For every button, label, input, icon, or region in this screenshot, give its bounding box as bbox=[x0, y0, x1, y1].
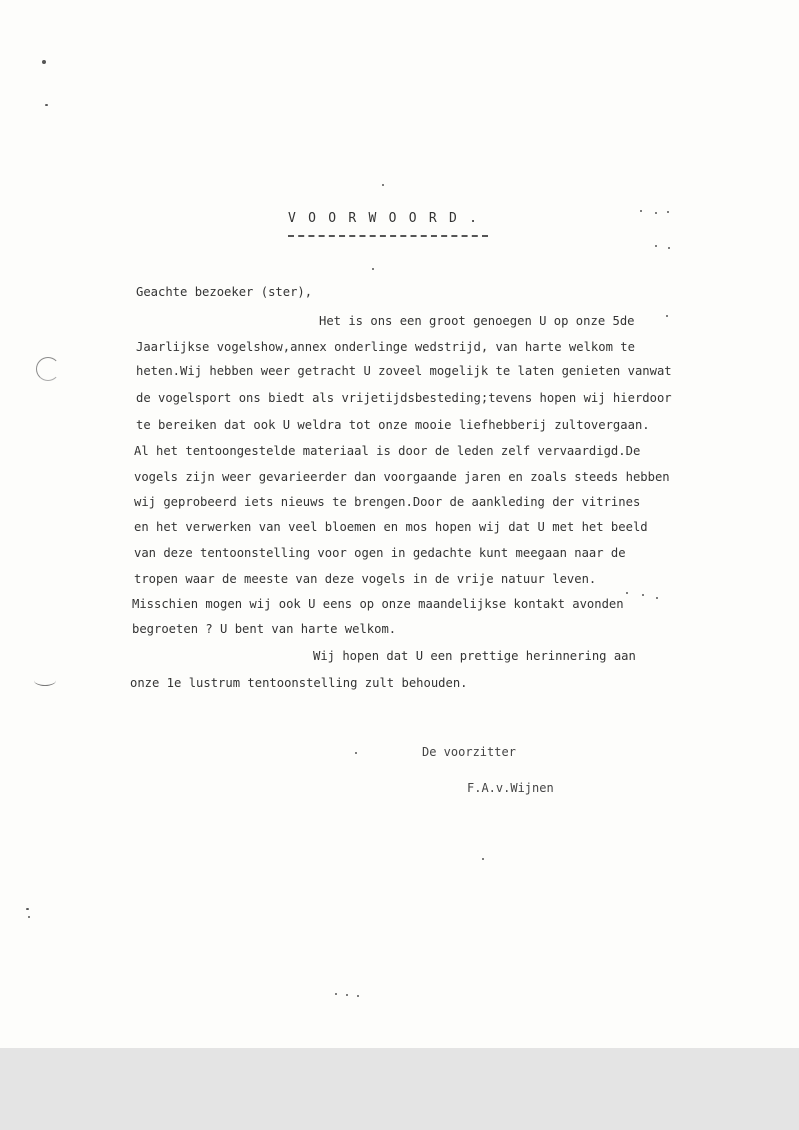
speck bbox=[642, 594, 644, 596]
speck bbox=[666, 315, 668, 317]
title-underline bbox=[288, 235, 488, 237]
speck bbox=[42, 60, 46, 64]
speck bbox=[482, 858, 484, 860]
body-line-3: heten.Wij hebben weer getracht U zoveel mogelijk te laten genieten vanwat bbox=[136, 364, 672, 378]
body-line-6: Al het tentoongestelde materiaal is door de leden zelf vervaardigd.De bbox=[134, 444, 641, 458]
speck bbox=[355, 752, 357, 754]
speck bbox=[656, 597, 658, 599]
speck bbox=[357, 995, 359, 997]
speck bbox=[372, 268, 374, 270]
speck bbox=[667, 211, 669, 213]
speck bbox=[382, 184, 384, 186]
body-line-10: van deze tentoonstelling voor ogen in gedachte kunt meegaan naar de bbox=[134, 546, 626, 560]
speck bbox=[28, 916, 30, 918]
body-line-7: vogels zijn weer gevarieerder dan voorgaande jaren en zoals steeds hebben bbox=[134, 470, 670, 484]
body-line-13: begroeten ? U bent van harte welkom. bbox=[132, 622, 397, 636]
body-line-4: de vogelsport ons biedt als vrijetijdsbesteding;tevens hopen wij hierdoor bbox=[136, 391, 672, 405]
signature-name: F.A.v.Wijnen bbox=[467, 781, 554, 795]
speck bbox=[640, 210, 642, 212]
speck bbox=[626, 592, 628, 594]
body-line-8: wij geprobeerd iets nieuws te brengen.Door de aankleding der vitrines bbox=[134, 495, 641, 509]
body-line-15: onze 1e lustrum tentoonstelling zult behouden. bbox=[130, 676, 468, 690]
body-line-12: Misschien mogen wij ook U eens op onze maandelijkse kontakt avonden bbox=[132, 597, 624, 611]
body-line-5: te bereiken dat ook U weldra tot onze mooie liefhebberij zultovergaan. bbox=[136, 418, 650, 432]
speck bbox=[45, 104, 48, 106]
punch-hole-mark-bottom bbox=[34, 675, 56, 686]
speck bbox=[26, 908, 29, 910]
body-line-2: Jaarlijkse vogelshow,annex onderlinge wedstrijd, van harte welkom te bbox=[136, 340, 635, 354]
document-title: VOORWOORD. bbox=[288, 211, 490, 226]
speck bbox=[655, 212, 657, 214]
body-line-1: Het is ons een groot genoegen U op onze 5de bbox=[319, 314, 635, 328]
speck bbox=[346, 994, 348, 996]
speck bbox=[655, 245, 657, 247]
punch-hole-mark-top bbox=[36, 357, 60, 381]
speck bbox=[335, 993, 337, 995]
speck bbox=[668, 247, 670, 249]
signature-role: De voorzitter bbox=[422, 745, 516, 759]
body-line-9: en het verwerken van veel bloemen en mos hopen wij dat U met het beeld bbox=[134, 520, 648, 534]
body-line-14: Wij hopen dat U een prettige herinnering aan bbox=[313, 649, 636, 663]
body-line-11: tropen waar de meeste van deze vogels in de vrije natuur leven. bbox=[134, 572, 597, 586]
greeting: Geachte bezoeker (ster), bbox=[136, 285, 313, 299]
